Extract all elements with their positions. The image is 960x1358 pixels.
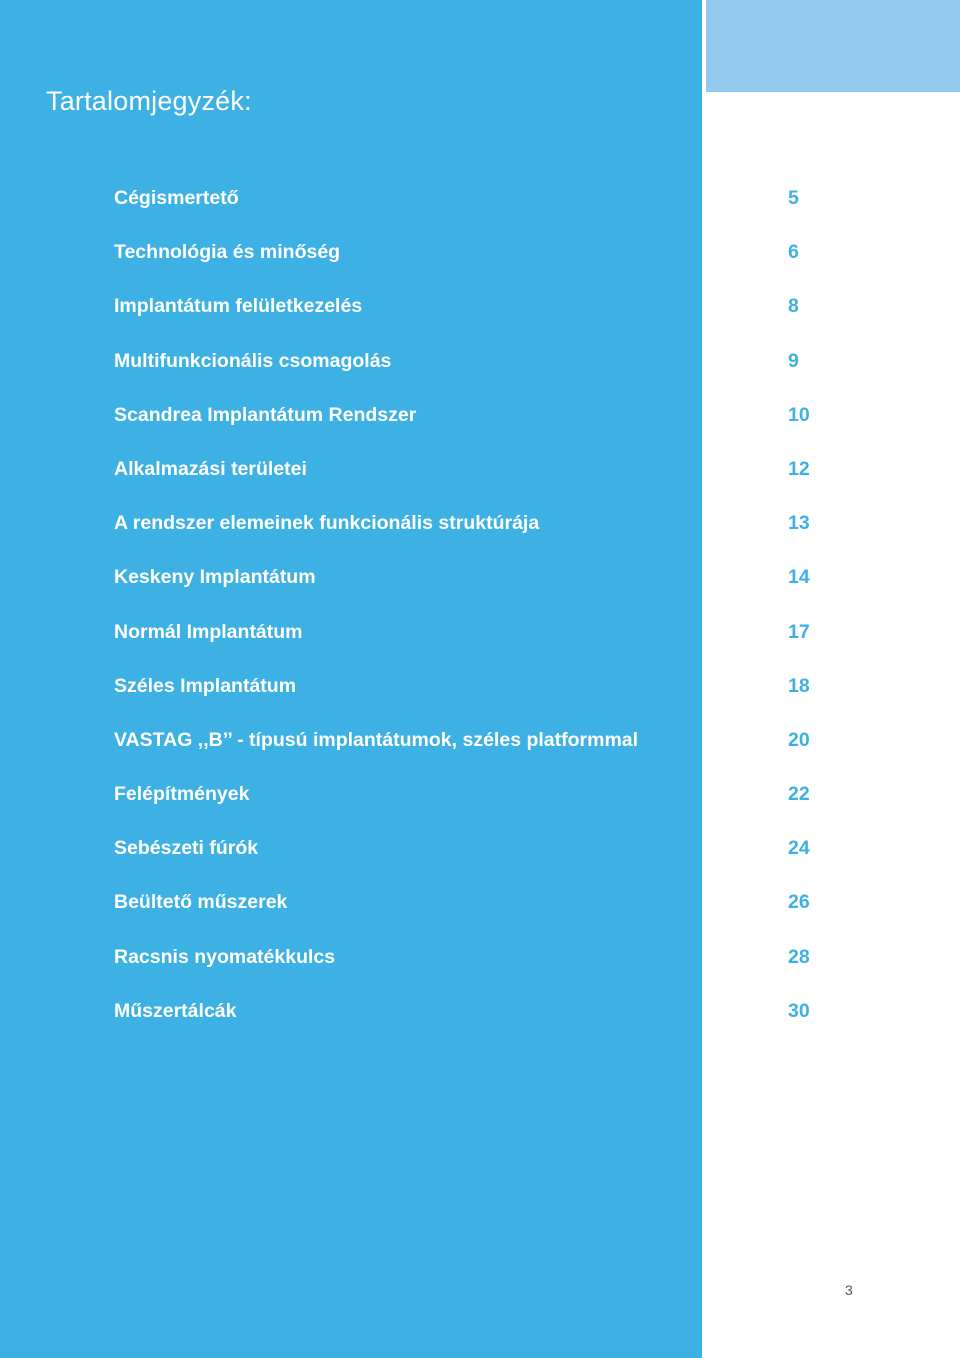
- toc-entry[interactable]: [0, 557, 960, 611]
- toc-entry-label: Beültető műszerek: [114, 891, 288, 914]
- toc-entry[interactable]: [0, 828, 960, 882]
- toc-entry[interactable]: [0, 882, 960, 936]
- toc-entry-label: Technológia és minőség: [114, 241, 341, 264]
- toc-entry-label: Scandrea Implantátum Rendszer: [114, 403, 417, 426]
- toc-entry-page: 10: [788, 403, 810, 426]
- toc-entry-label: Multifunkcionális csomagolás: [114, 349, 392, 372]
- toc-entry-page: 26: [788, 891, 810, 914]
- toc-entry[interactable]: [0, 503, 960, 557]
- toc-list: [0, 178, 960, 1045]
- toc-entry[interactable]: [0, 286, 960, 340]
- toc-entry-page: 20: [788, 728, 810, 751]
- toc-entry[interactable]: [0, 341, 960, 395]
- toc-entry-page: 8: [788, 295, 799, 318]
- toc-entry[interactable]: [0, 937, 960, 991]
- toc-entry-label: VASTAG ,,B’’ - típusú implantátumok, széles platformmal: [114, 728, 639, 751]
- toc-entry-page: 13: [788, 512, 810, 535]
- corner-accent-block: [706, 0, 960, 92]
- toc-entry-label: Cégismertető: [114, 187, 239, 209]
- toc-entry[interactable]: [0, 612, 960, 666]
- toc-entry[interactable]: [0, 395, 960, 449]
- toc-entry-label: Széles Implantátum: [114, 674, 297, 697]
- toc-entry[interactable]: [0, 774, 960, 828]
- toc-entry-page: 12: [788, 457, 810, 480]
- toc-entry-label: A rendszer elemeinek funkcionális struktúrája: [114, 512, 540, 535]
- toc-entry-page: 6: [788, 241, 799, 264]
- toc-entry-label: Racsnis nyomatékkulcs: [114, 945, 336, 968]
- toc-entry-label: Implantátum felületkezelés: [114, 295, 363, 318]
- toc-entry[interactable]: [0, 178, 960, 232]
- toc-entry[interactable]: [0, 666, 960, 720]
- page-number: 3: [845, 1282, 853, 1298]
- toc-entry[interactable]: [0, 449, 960, 503]
- toc-entry-label: Felépítmények: [114, 783, 250, 806]
- toc-entry-label: Keskeny Implantátum: [114, 566, 316, 589]
- toc-entry-label: Alkalmazási területei: [114, 457, 307, 480]
- toc-entry[interactable]: [0, 232, 960, 286]
- toc-title: Tartalomjegyzék:: [46, 86, 252, 116]
- toc-entry-label: Normál Implantátum: [114, 620, 303, 643]
- toc-entry-page: 14: [788, 566, 810, 589]
- toc-entry-page: 24: [788, 837, 810, 860]
- toc-entry-label: Sebészeti fúrók: [114, 837, 259, 860]
- toc-entry-page: 5: [788, 187, 799, 209]
- toc-entry-label: Műszertálcák: [114, 999, 237, 1022]
- toc-entry-page: 18: [788, 674, 810, 697]
- toc-entry-page: 22: [788, 783, 810, 806]
- toc-entry-page: 9: [788, 349, 799, 372]
- toc-entry[interactable]: [0, 991, 960, 1045]
- toc-entry-page: 30: [788, 999, 810, 1022]
- toc-entry-page: 28: [788, 945, 810, 968]
- toc-entry-page: 17: [788, 620, 810, 643]
- toc-entry[interactable]: [0, 720, 960, 774]
